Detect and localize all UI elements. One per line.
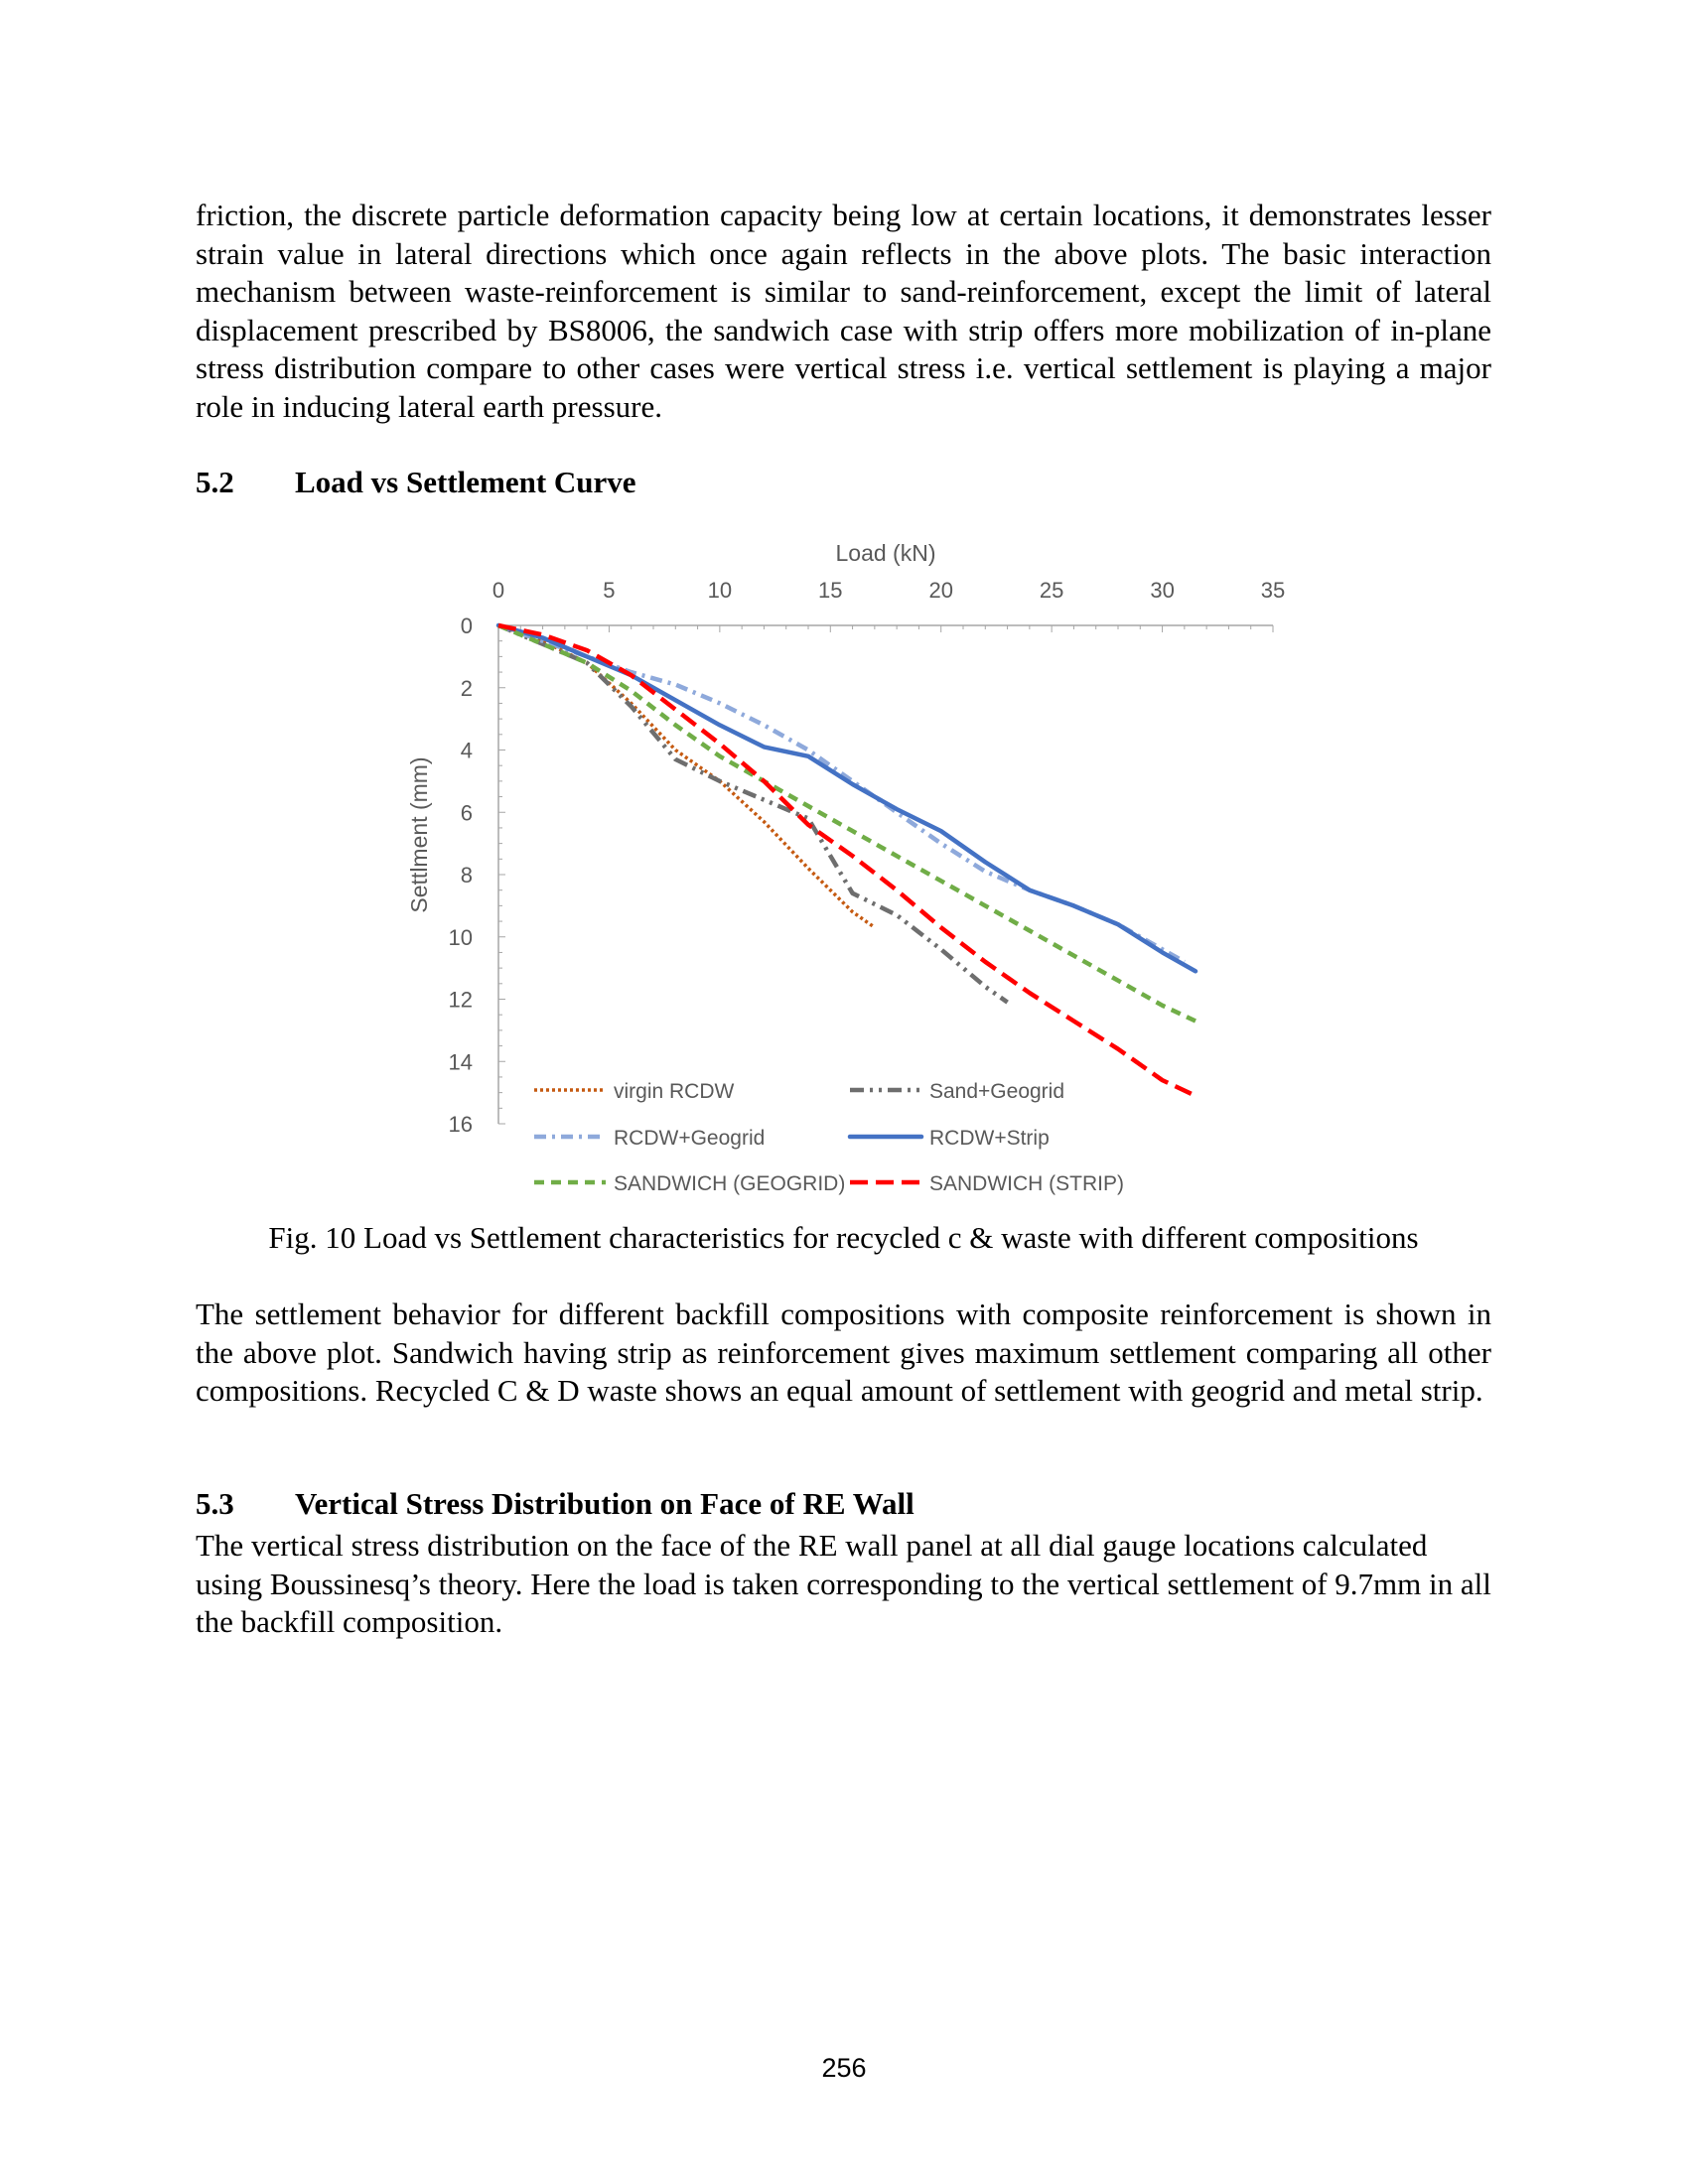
section-heading-5-2: [196, 465, 636, 500]
section-number: 5.2: [196, 465, 234, 499]
x-tick-label: 0: [492, 578, 505, 603]
y-tick-label: 10: [448, 924, 473, 950]
legend-label: RCDW+Strip: [929, 1127, 1050, 1150]
series-line-5: [498, 625, 1196, 1096]
paragraph-settlement: The settlement behavior for different backfill compositions with composite reinforcement is shown in the above plot. Sandwich having strip as reinforcement gives maximum settlement comparing all other compositions. Recycled C & D waste shows an equal amount of settlement with geogrid and metal strip.: [196, 1297, 1491, 1408]
y-tick-label: 14: [448, 1049, 473, 1075]
legend-label: SANDWICH (STRIP): [929, 1172, 1124, 1195]
x-tick-label: 5: [603, 578, 616, 603]
legend-label: virgin RCDW: [614, 1080, 735, 1103]
legend-label: Sand+Geogrid: [929, 1080, 1065, 1103]
x-axis-title: Load (kN): [835, 540, 936, 566]
page-number: 256: [821, 2053, 867, 2083]
x-tick-label: 25: [1039, 578, 1064, 603]
paragraph-stress: The vertical stress distribution on the face of the RE wall panel at all dial gauge locations calculated using Boussinesq’s theory. Here the load is taken corresponding to the vertical settlement of 9.7mm in all the backfill composition.: [196, 1528, 1491, 1639]
legend-label: SANDWICH (GEOGRID): [614, 1172, 846, 1195]
y-axis-title: Settlment (mm): [406, 756, 432, 913]
load-settlement-chart: [397, 526, 1340, 1201]
x-tick-label: 35: [1260, 578, 1286, 603]
y-tick-label: 6: [460, 800, 473, 826]
section-number: 5.3: [196, 1486, 234, 1521]
legend-label: RCDW+Geogrid: [614, 1127, 766, 1150]
y-tick-label: 4: [460, 738, 473, 763]
figure-caption: Fig. 10 Load vs Settlement characteristics for recycled c & waste with different compositions: [268, 1220, 1419, 1255]
y-tick-label: 8: [460, 863, 473, 887]
y-tick-label: 12: [448, 987, 473, 1013]
paragraph-intro: friction, the discrete particle deformation capacity being low at certain locations, it demonstrates lesser strain value in lateral directions which once again reflects in the above plots. The basic interaction mechanism between waste-reinforcement is similar to sand-reinforcement, except the limit of lateral displacement prescribed by BS8006, the sandwich case with strip offers more mobilization of in-plane stress distribution compare to other cases were vertical stress i.e. vertical settlement is playing a major role in inducing lateral earth pressure.: [196, 198, 1491, 424]
y-tick-label: 0: [460, 614, 473, 638]
x-tick-label: 15: [818, 578, 843, 603]
x-tick-label: 10: [707, 578, 733, 603]
series-line-4: [498, 625, 1196, 1022]
series-line-1: [498, 625, 1008, 1003]
x-tick-label: 20: [928, 578, 953, 603]
section-title: Vertical Stress Distribution on Face of RE Wall: [295, 1486, 914, 1521]
x-tick-label: 30: [1150, 578, 1175, 603]
section-heading-5-3: [196, 1486, 914, 1522]
y-tick-label: 2: [460, 675, 473, 701]
y-tick-label: 16: [448, 1112, 473, 1137]
series-line-0: [498, 625, 875, 927]
section-title: Load vs Settlement Curve: [295, 465, 636, 499]
